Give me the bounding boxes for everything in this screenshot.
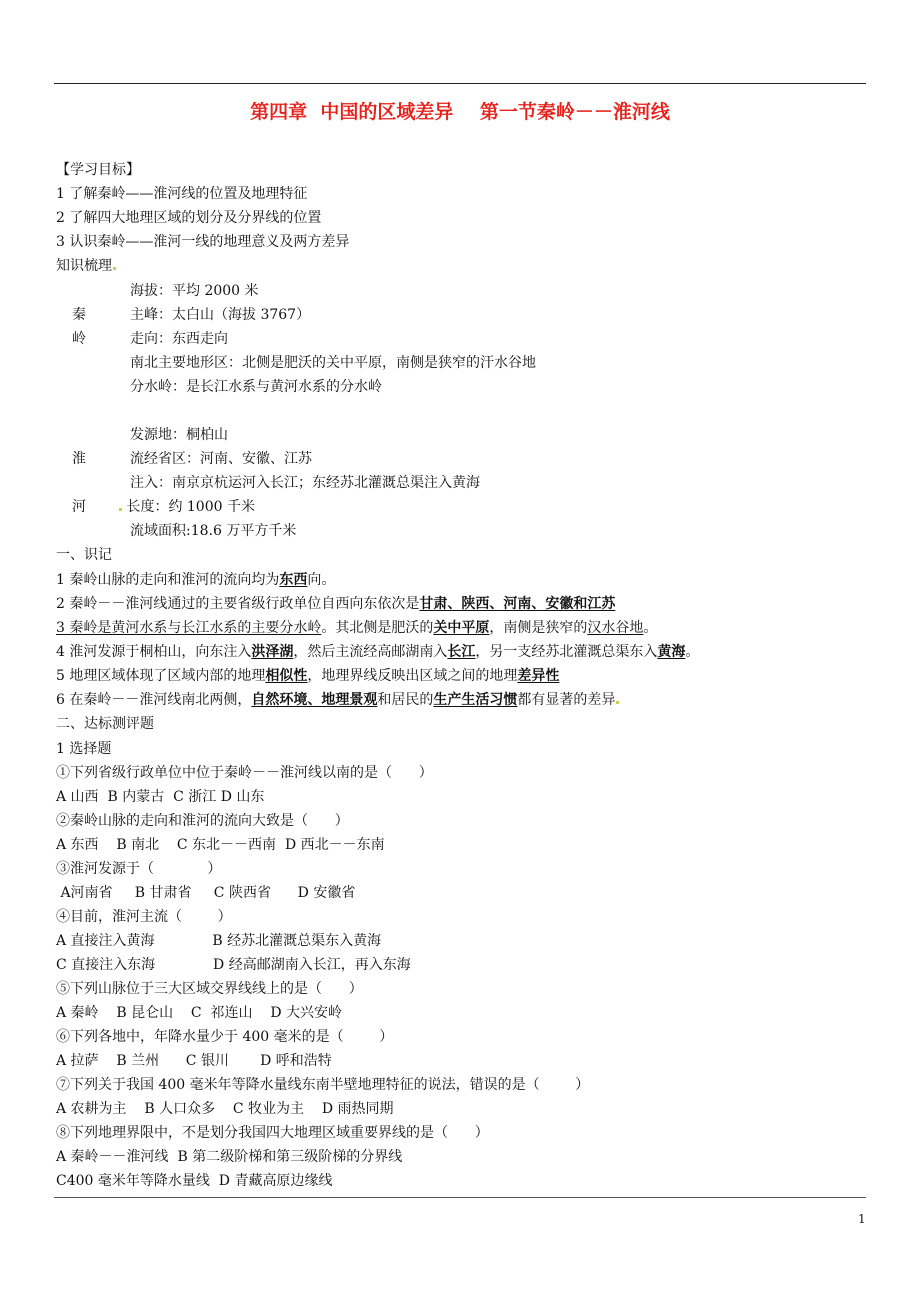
huaihe-line: 流域面积:18.6 万平方千米 xyxy=(130,523,297,539)
option-line: C 直接注入东海 D 经高邮湖南入长江，再入东海 xyxy=(56,957,411,973)
marker-dot xyxy=(119,508,122,511)
qinling-char: 岭 xyxy=(72,331,86,347)
recall-item-4: 4 淮河发源于桐柏山，向东注入洪泽湖，然后主流经高邮湖南入长江，另一支经苏北灌溉总渠东入黄海。 xyxy=(56,644,700,660)
objective-item: 2 了解四大地理区域的划分及分界线的位置 xyxy=(56,210,322,226)
option-line: C400 毫米年等降水量线 D 青藏高原边缘线 xyxy=(56,1173,333,1189)
huaihe-line: 长度：约 1000 千米 xyxy=(118,498,255,516)
option-line: A 拉萨 B 兰州 C 银川 D 呼和浩特 xyxy=(56,1053,332,1069)
option-line: A 秦岭 B 昆仑山 C 祁连山 D 大兴安岭 xyxy=(56,1005,342,1021)
huaihe-char: 淮 xyxy=(72,451,86,467)
recall-item-5: 5 地理区域体现了区域内部的地理相似性，地理界线反映出区域之间的地理差异性 xyxy=(56,668,560,684)
qinling-line: 走向：东西走向 xyxy=(130,331,228,347)
option-line: A 秦岭－－淮河线 B 第二级阶梯和第三级阶梯的分界线 xyxy=(56,1149,403,1165)
recall-item-1: 1 秦岭山脉的走向和淮河的流向均为东西向。 xyxy=(56,572,336,588)
footer-rule xyxy=(54,1197,866,1198)
recall-item-6: 6 在秦岭－－淮河线南北两侧，自然环境、地理景观和居民的生产生活习惯都有显著的差异 xyxy=(56,691,619,709)
option-line: A河南省 B 甘肃省 C 陕西省 D 安徽省 xyxy=(56,885,356,901)
page-title: 第四章 中国的区域差异 第一节秦岭－－淮河线 xyxy=(250,101,670,123)
huaihe-line: 注入：南京京杭运河入长江；东经苏北灌溉总渠注入黄海 xyxy=(130,475,480,491)
qinling-line: 海拔：平均 2000 米 xyxy=(130,283,259,299)
section1-heading: 一、识记 xyxy=(56,547,112,563)
qinling-line: 分水岭：是长江水系与黄河水系的分水岭 xyxy=(130,379,382,395)
question-line: ⑤下列山脉位于三大区域交界线线上的是（ ） xyxy=(56,981,363,997)
qinling-char: 秦 xyxy=(72,307,86,323)
huaihe-line: 发源地：桐柏山 xyxy=(130,427,228,443)
recall-item-3: 3 秦岭是黄河水系与长江水系的主要分水岭。其北侧是肥沃的关中平原，南侧是狭窄的汉水谷地。 xyxy=(56,620,658,636)
question-line: ②秦岭山脉的走向和淮河的流向大致是（ ） xyxy=(56,813,349,829)
option-line: A 东西 B 南北 C 东北－－西南 D 西北－－东南 xyxy=(56,837,385,853)
huaihe-line: 流经省区：河南、安徽、江苏 xyxy=(130,451,312,467)
question-line: ⑧下列地理界限中，不是划分我国四大地理区域重要界线的是（ ） xyxy=(56,1125,489,1141)
huaihe-char: 河 xyxy=(72,499,86,515)
header-rule xyxy=(54,83,866,84)
question-line: ④目前，淮河主流（ ） xyxy=(56,909,232,925)
question-line: ③淮河发源于（ ） xyxy=(56,861,222,877)
recall-item-2: 2 秦岭－－淮河线通过的主要省级行政单位自西向东依次是甘肃、陕西、河南、安徽和江苏 xyxy=(56,596,616,612)
marker-dot xyxy=(113,267,116,270)
objective-item: 1 了解秦岭——淮河线的位置及地理特征 xyxy=(56,186,308,202)
marker-dot xyxy=(616,701,619,704)
page-number: 1 xyxy=(858,1212,866,1226)
option-line: A 农耕为主 B 人口众多 C 牧业为主 D 雨热同期 xyxy=(56,1101,394,1117)
option-line: A 直接注入黄海 B 经苏北灌溉总渠东入黄海 xyxy=(56,933,382,949)
section2-heading: 二、达标测评题 xyxy=(56,716,154,732)
option-line: A 山西 B 内蒙古 C 浙江 D 山东 xyxy=(56,789,265,805)
qinling-line: 主峰：太白山（海拔 3767） xyxy=(130,307,311,323)
qinling-line: 南北主要地形区：北侧是肥沃的关中平原，南侧是狭窄的汗水谷地 xyxy=(130,355,536,371)
question-line: ⑦下列关于我国 400 毫米年等降水量线东南半壁地理特征的说法，错误的是（ ） xyxy=(56,1077,590,1093)
question-type: 1 选择题 xyxy=(56,741,112,757)
objective-item: 3 认识秦岭——淮河一线的地理意义及两方差异 xyxy=(56,234,350,250)
knowledge-heading: 知识梳理 xyxy=(56,257,116,275)
question-line: ⑥下列各地中，年降水量少于 400 毫米的是（ ） xyxy=(56,1029,394,1045)
question-line: ①下列省级行政单位中位于秦岭－－淮河线以南的是（ ） xyxy=(56,765,433,781)
objectives-heading: 【学习目标】 xyxy=(56,162,140,178)
